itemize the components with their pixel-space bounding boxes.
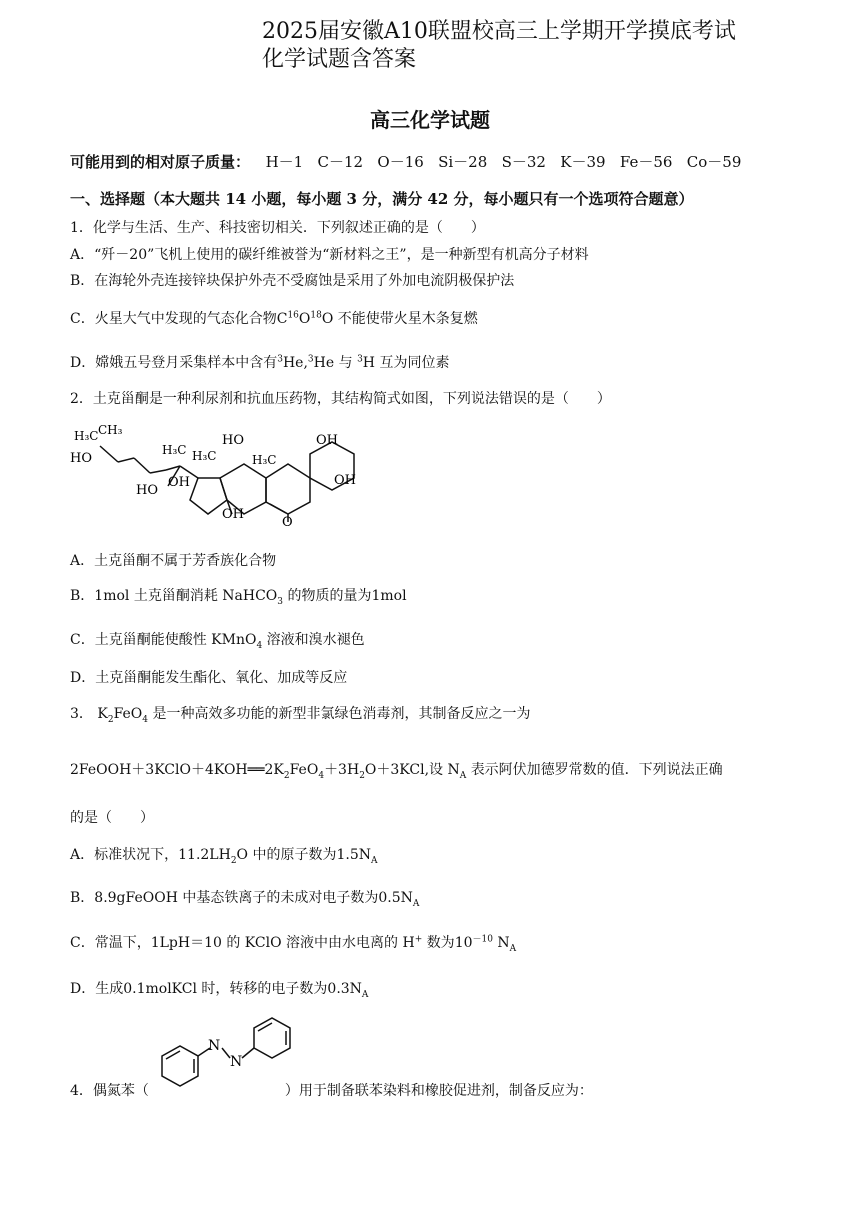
struct-label-ho-2: HO [136,483,158,498]
struct-label-h3c-4: H₃C [252,453,277,467]
azo-n-2: N [230,1054,243,1070]
q3-option-d-pre: D．生成 [70,981,124,997]
mass-o: O－16 [377,153,424,171]
q4-stem-pre: 4．偶氮苯（ [70,1083,149,1099]
q1-option-d-formula: $^3$He,$^3$He 与 $^3$H [277,354,376,371]
q3-option-a: A．标准状况下，$11.2LH_2O$ 中的原子数为$1.5N_A$ [70,847,378,866]
q3-option-b-pre: B． [70,890,95,906]
q2-option-b-pre: B． [70,588,95,604]
exam-title: 高三化学试题 [370,108,490,132]
q3-stem-pre: 3． [70,706,93,722]
q1-option-d-post: 互为同位素 [379,355,450,371]
struct-label-ho-1: HO [70,451,92,466]
mass-fe: Fe－56 [619,153,673,171]
q2-option-b: B．1mol 土克甾酮消耗 NaHCO$_3$ 的物质的量为1mol [70,588,407,607]
document-title-line2: 化学试题含答案 [262,47,417,72]
q3-option-c-mid: 的 [226,935,241,951]
q3-option-b: B．8.9gFeOOH 中基态铁离子的未成对电子数为$0.5N_A$ [70,890,420,909]
struct-label-ho-3: HO [222,433,244,448]
mass-co: Co－59 [686,153,742,171]
struct-label-oh-4: OH [334,473,356,488]
q3-stem: 3． $K_2FeO_4$ 是一种高效多功能的新型非氯绿色消毒剂，其制备反应之一为 [70,706,531,725]
struct-label-o: O [282,515,293,528]
mass-h: H－1 [265,153,304,171]
q3-option-c-mid2: 溶液中由水电离的 [286,935,399,951]
struct-label-ch3-1: CH₃ [98,423,123,437]
document-title [262,18,736,74]
document-title-line1: 2025届安徽A10联盟校高三上学期开学摸底考试 [262,19,736,44]
q1-option-a-pre: A．“歼 [70,247,116,263]
q1-stem: 1．化学与生活、生产、科技密切相关．下列叙述正确的是（ ） [70,220,485,236]
q1-option-c-formula: $C^{16}O^{18}O$ [276,310,334,327]
tokesterone-structure [70,418,360,528]
q1-option-d [70,352,449,372]
mass-si: Si－28 [438,153,488,171]
q3-option-d-mid: 时，转移的电子数为 [201,981,328,997]
q1-option-b: B．在海轮外壳连接锌块保护外壳不受腐蚀是采用了外加电流阴极保护法 [70,273,515,289]
struct-label-oh-1: OH [168,475,190,490]
q3-stem-post: 是一种高效多功能的新型非氯绿色消毒剂，其制备反应之一为 [152,706,531,722]
q3-option-c-mid3: 数为 [426,935,455,951]
q2-option-a: A．土克甾酮不属于芳香族化合物 [70,553,277,569]
q1-option-c [70,308,478,328]
mass-c: C－12 [317,153,364,171]
q2-option-b-mid: 土克甾酮消耗 [133,588,218,604]
q2-option-c: C．土克甾酮能使酸性 KMnO$_4$ 溶液和溴水褪色 [70,632,365,651]
q3-option-a-pre: A．标准状况下， [70,847,179,863]
struct-label-h3c-2: H₃C [162,443,187,457]
q1-option-c-post: 不能使带火星木条复燃 [337,311,478,327]
q1-option-a-math: －20 [115,247,148,263]
mass-k: K－39 [560,153,606,171]
q4-stem [70,1080,593,1100]
q3-option-c-pre: C．常温下， [70,935,151,951]
q1-option-d-pre: D．嫦娥五号登月采集样本中含有 [70,355,278,371]
q1-option-c-pre: C．火星大气中发现的气态化合物 [70,311,277,327]
mass-s: S－32 [501,153,546,171]
struct-label-h3c-3: H₃C [192,449,217,463]
q2-option-c-pre: C．土克甾酮能使酸性 [70,632,207,648]
q3-equation: $2FeOOH+3KClO+4KOH══2K_2FeO_4+3H_2O+3KCl$,设 $N_A$ 表示阿伏加德罗常数的值．下列说法正确 [70,762,723,781]
struct-label-oh-2: OH [222,507,244,522]
q1-option-a [70,244,589,264]
struct-label-oh-3: OH [316,433,338,448]
q3-option-c: C．常温下，1LpH＝10 的 KClO 溶液中由水电离的 H+ 数为$10^{-10}$ $N_A$ [70,934,517,954]
q4-stem-post: ）用于制备联苯染料和橡胶促进剂，制备反应为： [284,1083,593,1099]
section-heading: 一、选择题（本大题共 14 小题，每小题 3 分，满分 42 分，每小题只有一个选项符合题意） [70,190,694,208]
struct-label-h3c-1: H₃C [74,429,99,443]
q3-stem-cont: 的是（ ） [70,810,154,826]
atomic-masses-line [70,151,741,172]
q2-option-c-post: 溶液和溴水褪色 [266,632,365,648]
q2-stem: 2．土克甾酮是一种利尿剂和抗血压药物，其结构简式如图，下列说法错误的是（ ） [70,391,611,407]
q2-option-b-mid2: 的物质的量为 [287,588,372,604]
q1-option-a-post: ”飞机上使用的碳纤维被誉为“新材料之王”，是一种新型有机高分子材料 [147,247,589,263]
q2-option-d: D．土克甾酮能发生酯化、氧化、加成等反应 [70,670,348,686]
q3-option-d: D．生成0.1molKCl 时，转移的电子数为$0.3N_A$ [70,981,369,1000]
azo-n-1: N [208,1038,221,1054]
q3-option-a-mid: 中的原子数为 [252,847,337,863]
q3-option-b-mid: 中基态铁离子的未成对电子数为 [182,890,379,906]
atomic-masses-label: 可能用到的相对原子质量： [70,153,251,171]
q3-equation-post: 表示阿伏加德罗常数的值．下列说法正确 [470,762,723,778]
